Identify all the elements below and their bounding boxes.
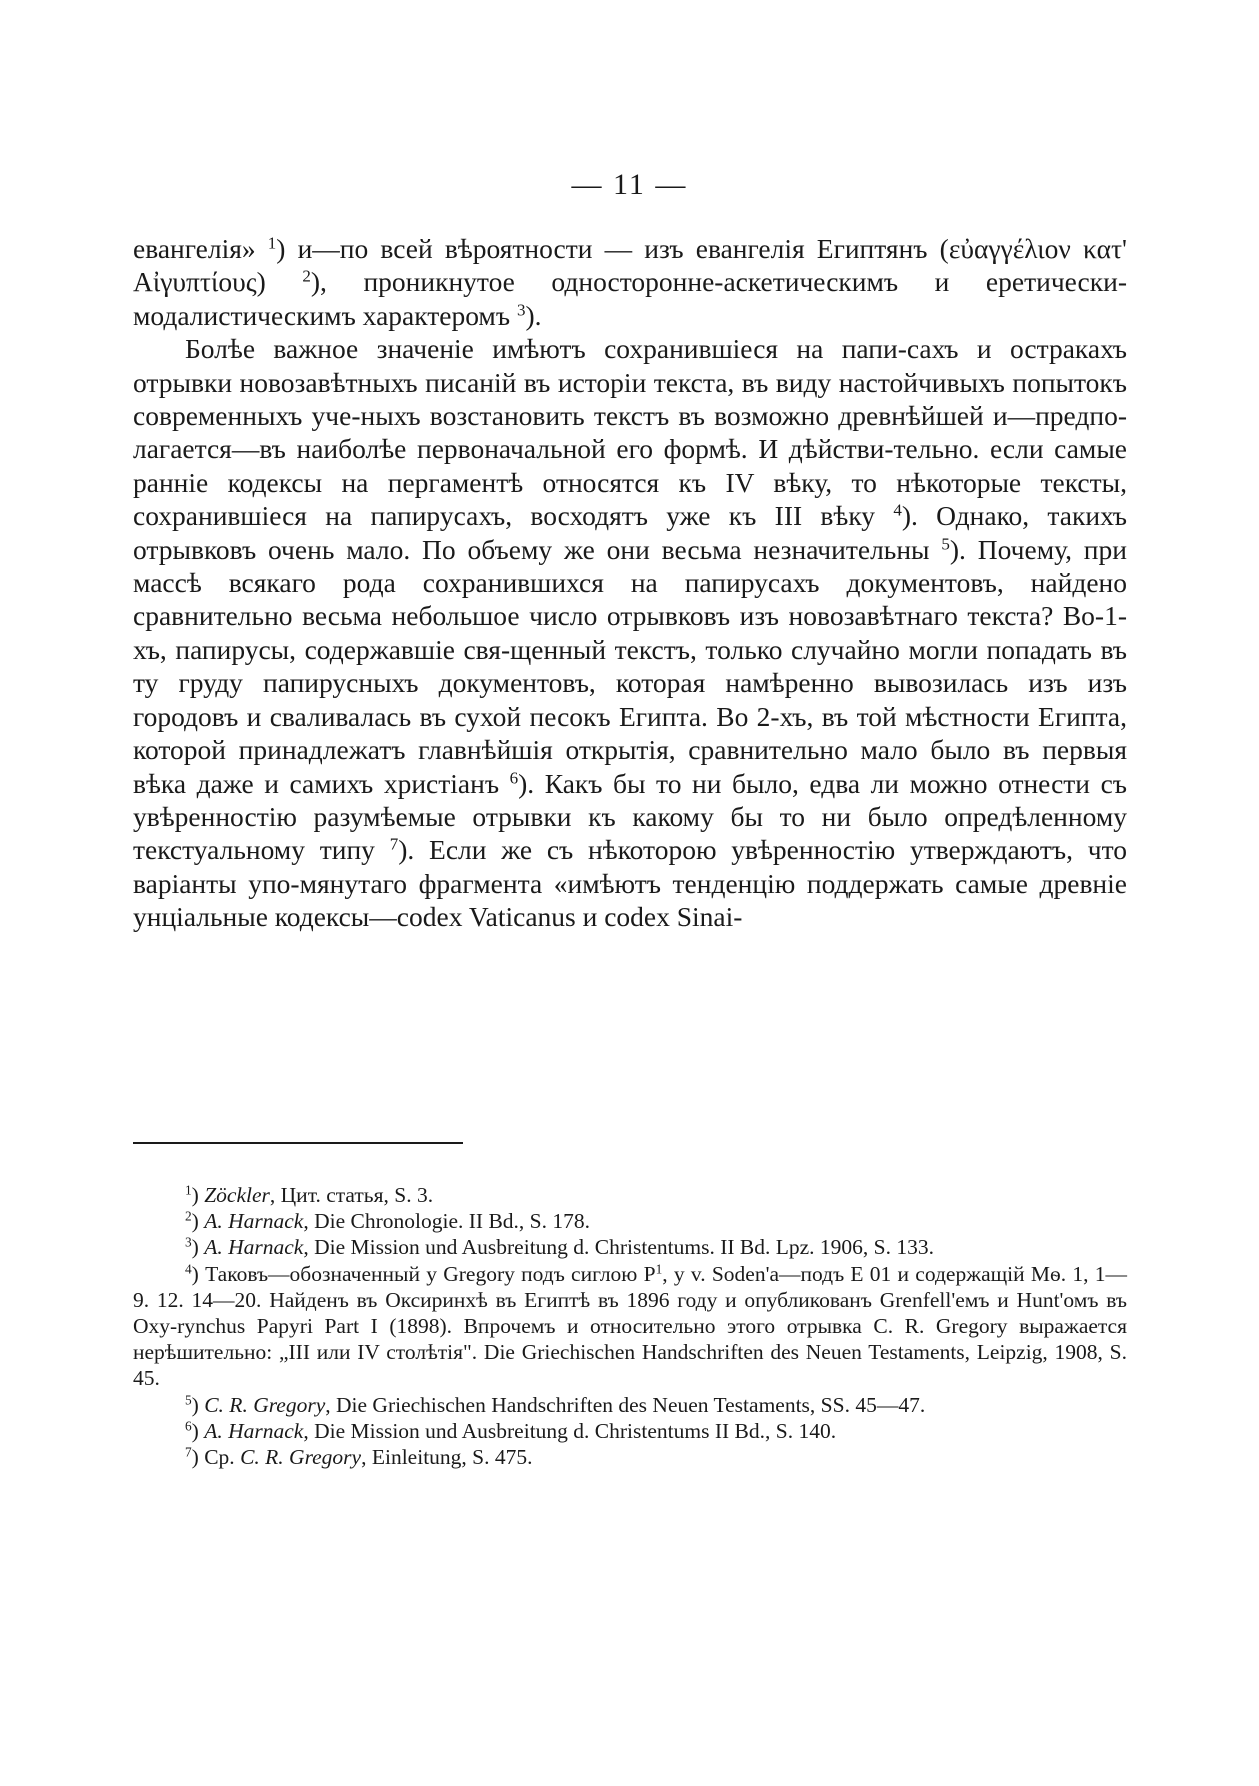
- main-text: [133, 232, 1127, 934]
- footnote-3: $^3$) A. Harnack, Die Mission und Ausbreitung d. Christentums. II Bd. Lpz. 1906, S. 133.: [185, 1235, 935, 1260]
- footnote-divider: [133, 1142, 463, 1144]
- footnote-7: $^7$) Ср. C. R. Gregory, Einleitung, S. 475.: [185, 1444, 533, 1470]
- footnote-4: $^4$) Таковъ—обозначенный у Gregory подъ сиглою $P^1$, у v. Soden'a—подъ E 01 и содержащій Мѳ. 1, 1—9. 12. 14—20. Найденъ въ Оксиринхѣ въ Египтѣ въ 1896 году и опубликованъ Grenfell'емъ и Hunt'омъ въ Oxy-rynchus Papyri Part I (1898). Впрочемъ и относительно этого отрывка C. R. Gregory выражается нерѣшительно: „III или IV столѣтія". Die Griechischen Handschriften des Neuen Testaments, Leipzig, 1908, S. 45.: [133, 1261, 1127, 1391]
- footnote-6: $^6$) A. Harnack, Die Mission und Ausbreitung d. Christentums II Bd., S. 140.: [185, 1418, 837, 1443]
- footnote-ref-7[interactable]: 7: [389, 834, 399, 854]
- paragraph-1: евангелія» $^1$) и—по всей вѣроятности — изъ евангелія Египтянъ (εὐαγγέλιον κατ' Αἰγυπτίους) $^2$), проникнутое односторонне-аскетическимъ и еретически-модалистическимъ характеромъ $^3$).: [133, 233, 1127, 331]
- footnote-ref-3[interactable]: 3: [516, 300, 526, 320]
- footnote-ref-4[interactable]: 4: [893, 500, 902, 520]
- page-number: — 11 —: [571, 168, 688, 201]
- footnote-5: $^5$) C. R. Gregory, Die Griechischen Handschriften des Neuen Testaments, SS. 45—47.: [185, 1392, 926, 1417]
- paragraph-2: Болѣе важное значеніе имѣютъ сохранившіеся на папи-сахъ и остракахъ отрывки новозавѣтныхъ писаній въ исторіи текста, въ виду настойчивыхъ попытокъ современныхъ уче-ныхъ возстановить текстъ въ возможно древнѣйшей и—предпо-лагается—въ наиболѣе первоначальной его формѣ. И дѣйстви-тельно. если самые ранніе кодексы на пергаментѣ относятся къ IV вѣку, то нѣкоторые тексты, сохранившіеся на папирусахъ, восходятъ уже къ III вѣку $^4$). Однако, такихъ отрывковъ очень мало. По объему же они весьма незначительны $^5$). Почему, при массѣ всякаго рода сохранившихся на папирусахъ документовъ, найдено сравнительно весьма небольшое число отрывковъ изъ новозавѣтнаго текста? Во-1-хъ, папирусы, содержавшіе свя-щенный текстъ, только случайно могли попадать въ ту груду папирусныхъ документовъ, которая намѣренно вывозилась изъ изъ городовъ и сваливалась въ сухой песокъ Египта. Во 2-хъ, въ той мѣстности Египта, которой принадлежатъ главнѣйшія открытія, сравнительно мало было въ первыя вѣка даже и самихъ христіанъ $^6$). Какъ бы то ни было, едва ли можно отнести съ увѣренностію разумѣемые отрывки къ какому бы то ни было опредѣленному текстуальному типу $^7$). Если же съ нѣкоторою увѣренностію утверждаютъ, что варіанты упо-мянутаго фрагмента «имѣютъ тенденцію поддержать самые древніе унціальные кодексы—codex Vaticanus и codex Sinai-: [133, 333, 1127, 933]
- footnote-ref-2[interactable]: 2: [302, 267, 311, 287]
- footnote-2: $^2$) A. Harnack, Die Chronologie. II Bd., S. 178.: [185, 1208, 590, 1234]
- footnotes: [133, 1182, 1127, 1470]
- footnote-ref-6[interactable]: 6: [509, 768, 519, 788]
- footnote-1: $^1$) Zöckler, Цит. статья, S. 3.: [185, 1182, 434, 1207]
- footnote-ref-1[interactable]: 1: [267, 233, 277, 253]
- footnote-ref-5[interactable]: 5: [941, 534, 950, 554]
